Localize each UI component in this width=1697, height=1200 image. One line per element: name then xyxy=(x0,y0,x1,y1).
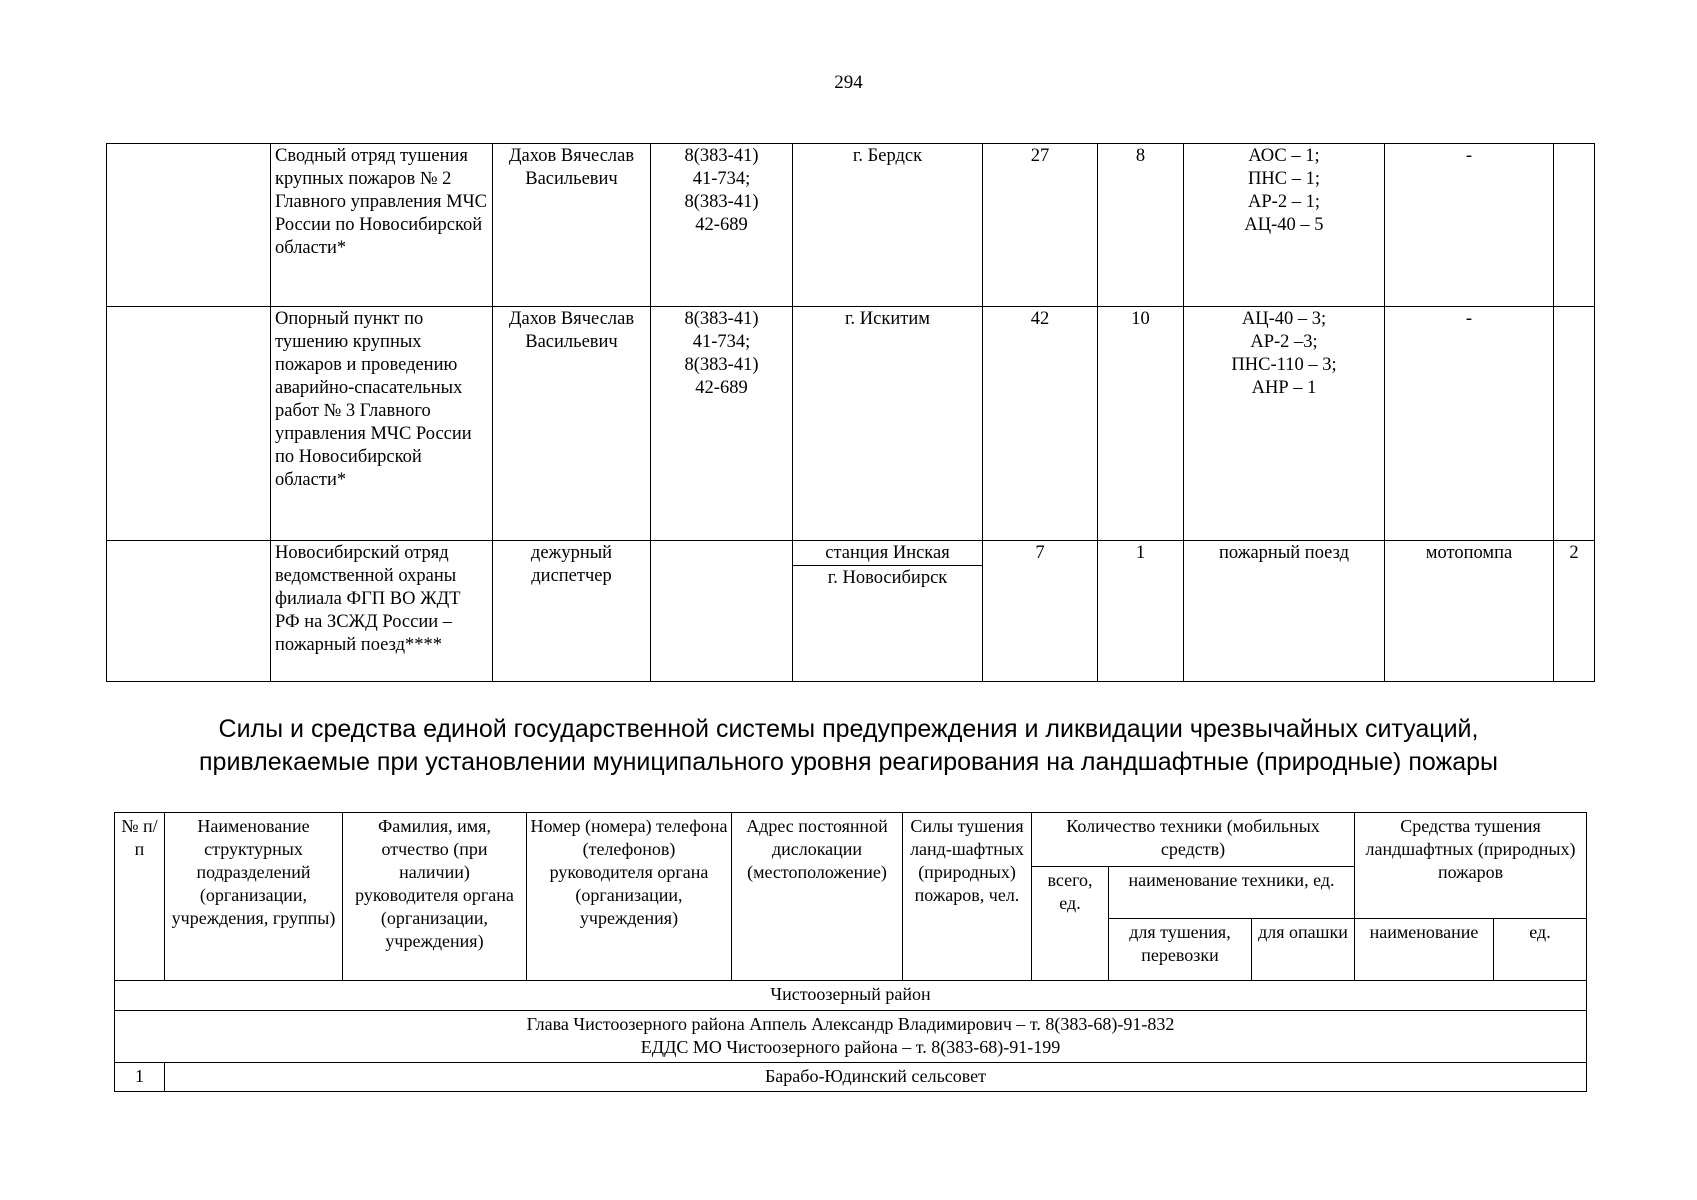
location-cell xyxy=(793,541,983,682)
unit-name-cell: Новосибирский отряд ведомственной охраны филиала ФГП ВО ЖДТ РФ на ЗСЖД России – пожарный поезд**** xyxy=(271,541,493,682)
location-text: г. Бердск xyxy=(852,146,923,166)
equipment-cell: пожарный поезд xyxy=(1184,541,1385,682)
location-station: станция Инская xyxy=(793,542,982,566)
header-address: Адрес постоянной дислокации (местоположение) xyxy=(732,813,903,981)
contact-edds: ЕДДС МО Чистоозерного района – т. 8(383-68)-91-199 xyxy=(640,1037,1061,1057)
section-title-line2: привлекаемые при установлении муниципального уровня реагирования на ландшафтные (природные) пожары xyxy=(199,748,1498,776)
unit-name-cell: Опорный пункт по тушению крупных пожаров и проведению аварийно-спасательных работ № 3 Главного управления МЧС России по Новосибирской области* xyxy=(271,307,493,541)
personnel-cell: 27 xyxy=(983,144,1098,307)
header-forces: Силы тушения ланд-шафтных (природных) пожаров, чел. xyxy=(903,813,1032,981)
unit-name-cell: Сводный отряд тушения крупных пожаров № 2 Главного управления МЧС России по Новосибирской области* xyxy=(271,144,493,307)
means-count-cell xyxy=(1554,144,1595,307)
number-cell xyxy=(107,144,271,307)
section-title-line1: Силы и средства единой государственной системы предупреждения и ликвидации чрезвычайных ситуаций, xyxy=(218,715,1479,743)
means-count-cell: 2 xyxy=(1554,541,1595,682)
location-cell xyxy=(793,307,983,541)
phone-cell: 8(383-41) 41-734; 8(383-41) 42-689 xyxy=(651,144,793,307)
table-row xyxy=(107,541,1595,682)
header-means-units: ед. xyxy=(1494,919,1587,981)
header-head-name: Фамилия, имя, отчество (при наличии) руководителя органа (организации, учреждения) xyxy=(343,813,527,981)
header-equipment-name: наименование техники, ед. xyxy=(1109,867,1355,919)
district-row xyxy=(115,981,1587,1011)
head-name-cell: Дахов Вячеслав Васильевич xyxy=(493,307,651,541)
header-means-name: наименование xyxy=(1355,919,1494,981)
head-name-cell: дежурный диспетчер xyxy=(493,541,651,682)
header-means: Средства тушения ландшафтных (природных) пожаров xyxy=(1355,813,1587,919)
location-text: г. Искитим xyxy=(845,309,930,329)
means-cell: - xyxy=(1385,144,1554,307)
table-row xyxy=(115,1063,1587,1092)
header-extinguish: для тушения, перевозки xyxy=(1109,919,1252,981)
header-equipment-qty: Количество техники (мобильных средств) xyxy=(1032,813,1355,867)
equipment-cell: АЦ-40 – 3; АР-2 –3; ПНС-110 – 3; АНР – 1 xyxy=(1184,307,1385,541)
header-unit-name: Наименование структурных подразделений (организации, учреждения, группы) xyxy=(165,813,343,981)
number-cell xyxy=(107,307,271,541)
header-num: № п/п xyxy=(115,813,165,981)
means-count-cell xyxy=(1554,307,1595,541)
forces-table-continued xyxy=(106,143,1595,682)
section-title xyxy=(0,713,1697,779)
table-row xyxy=(107,144,1595,307)
equipment-cell: АОС – 1; ПНС – 1; АР-2 – 1; АЦ-40 – 5 xyxy=(1184,144,1385,307)
number-cell xyxy=(107,541,271,682)
contacts-row xyxy=(115,1011,1587,1063)
header-row xyxy=(115,813,1587,867)
header-plowing: для опашки xyxy=(1252,919,1355,981)
forces-table xyxy=(114,812,1587,1092)
vehicles-cell: 8 xyxy=(1098,144,1184,307)
contacts-cell xyxy=(115,1011,1587,1063)
council-name: Барабо-Юдинский сельсовет xyxy=(165,1063,1587,1092)
location-cell xyxy=(793,144,983,307)
row-number: 1 xyxy=(115,1063,165,1092)
vehicles-cell: 10 xyxy=(1098,307,1184,541)
page-number: 294 xyxy=(834,72,863,93)
phone-cell xyxy=(651,541,793,682)
means-cell: мотопомпа xyxy=(1385,541,1554,682)
table-row xyxy=(107,307,1595,541)
district-name: Чистоозерный район xyxy=(115,981,1587,1011)
head-name-cell: Дахов Вячеслав Васильевич xyxy=(493,144,651,307)
location-city: г. Новосибирск xyxy=(827,568,948,588)
contact-head: Глава Чистоозерного района Аппель Александр Владимирович – т. 8(383-68)-91-832 xyxy=(526,1014,1175,1034)
header-total: всего, ед. xyxy=(1032,867,1109,981)
personnel-cell: 42 xyxy=(983,307,1098,541)
vehicles-cell: 1 xyxy=(1098,541,1184,682)
phone-cell: 8(383-41) 41-734; 8(383-41) 42-689 xyxy=(651,307,793,541)
header-phone: Номер (номера) телефона (телефонов) руководителя органа (организации, учреждения) xyxy=(527,813,732,981)
personnel-cell: 7 xyxy=(983,541,1098,682)
means-cell: - xyxy=(1385,307,1554,541)
